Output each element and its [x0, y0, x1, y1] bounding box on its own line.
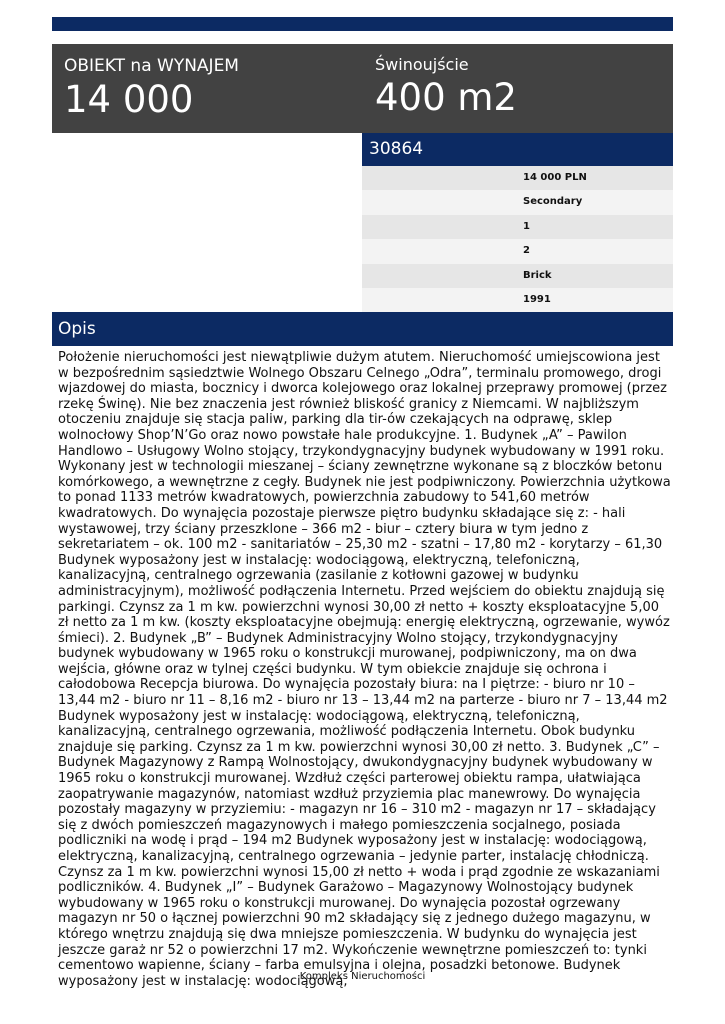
footer-text: Kompleks Nieruchomości [299, 971, 426, 982]
description-text: Położenie nieruchomości jest niewątpliwie dużym atutem. Nieruchomość umiejscowiona jest w bezpośrednim sąsiedztwie Wolnego Obszaru Celnego „Odra”, terminalu promowego, drogi wjazdowej do miasta, bocznicy i dworca kolejowego oraz lokalnej przeprawy promowej (przez rzekę Świnę). Nie bez znaczenia jest również bliskość granicy z Niemcami. W najbliższym otoczeniu znajduje się stacja paliw, parking dla tir-ów czekających na odprawę, sklep wolnocłowy Shop’N’Go oraz nowo powstałe hale produkcyjne. 1. Budynek „A” – Pawilon Handlowo – Usługowy Wolno stojący, trzykondygnacyjny budynek wybudowany w 1991 roku. Wykonany jest w technologii mieszanej – ściany zewnętrzne wykonane są z bloczków betonu komórkowego, a wewnętrzne z cegły. Budynek nie jest podpiwniczony. Powierzchnia użytkowa to ponad 1133 metrów kwadratowych, powierzchnia zabudowy to 541,60 metrów kwadratowych. Do wynajęcia pozostaje pierwsze piętro budynku składające się z: - hali wystawowej, trzy ściany przeszklone – 366 m2 - biur – cztery biura w tym jedno z sekretariatem – ok. 100 m2 - sanitariatów – 25,30 m2 - szatni – 17,80 m2 - korytarzy – 61,30 Budynek wyposażony jest w instalację: wodociągową, elektryczną, telefoniczną, kanalizacyjną, centralnego ogrzewania (zasilanie z kotłowni gazowej w budynku administracyjnym), możliwość podłączenia Internetu. Przed wejściem do obiektu znajdują się parkingi. Czynsz za 1 m kw. powierzchni wynosi 30,00 zł netto + koszty eksploatacyjne 5,00 zł netto za 1 m kw. (koszty eksploatacyjne obejmują: energię elektryczną, ogrzewanie, wywóz śmieci). 2. Budynek „B” – Budynek Administracyjny Wolno stojący, trzykondygnacyjny budynek wybudowany w 1965 roku o konstrukcji murowanej, podpiwniczony, ma on dwa wejścia, główne oraz w tylnej części budynku. W tym obiekcie znajduje się ochrona i całodobowa Recepcja biurowa. Do wynajęcia pozostały biura: na I piętrze: - biuro nr 10 – 13,44 m2 - biuro nr 11 – 8,16 m2 - biuro nr 13 – 13,44 m2 na parterze - biuro nr 7 – 13,44 m2 Budynek wyposażony jest w instalację: wodociągową, elektryczną, telefoniczną, kanalizacyjną, centralnego ogrzewania, możliwość podłączenia Internetu. Obok budynku znajduje się parking. Czynsz za 1 m kw. powierzchni wynosi 30,00 zł netto. 3. Budynek „C” – Budynek Magazynowy z Rampą Wolnostojący, dwukondygnacyjny budynek wybudowany w 1965 roku o konstrukcji murowanej. Wzdłuż części parterowej obiektu rampa, ułatwiająca zaopatrywanie magazynów, natomiast wzdłuż przyziemia plac manewrowy. Do wynajęcia pozostały magazyny w przyziemiu: - magazyn nr 16 – 310 m2 - magazyn nr 17 – składający się z dwóch pomieszczeń magazynowych i małego pomieszczenia socjalnego, posiada podliczniki na wodę i prąd – 194 m2 Budynek wyposażony jest w instalację: wodociągową, elektryczną, kanalizacyjną, centralnego ogrzewania – jedynie parter, instalację chłodniczą. Czynsz za 1 m kw. powierzchni wynosi 15,00 zł netto + woda i prąd zgodnie ze wskazaniami podliczników. 4. Budynek „I” – Budynek Garażowo – Magazynowy Wolnostojący budynek wybudowany w 1965 roku o konstrukcji murowanej. Do wynajęcia pozostał ogrzewany magazyn nr 50 o łącznej powierzchni 90 m2 składający się z jednego dużego magazynu, w którego wnętrzu znajdują się dwa mniejsze pomieszczenia. W budynku do wynajęcia jest jeszcze garaż nr 52 o powierzchni 17 m2. Wykończenie wewnętrzne pomieszczeń to: tynki cementowo wapienne, ściany – farba emulsyjna i olejna, posadzki betonowe. Budynek wyposażony jest w instalację: wodociągową, [58, 350, 671, 989]
details-row-material [362, 264, 673, 288]
detail-value: 1991 [523, 293, 551, 305]
detail-value: Secondary [523, 196, 583, 208]
section-title: Opis [58, 319, 96, 339]
detail-value: Brick [523, 269, 552, 281]
header-accent-bar [52, 17, 673, 31]
listing-id-bar [362, 133, 673, 166]
details-row [362, 215, 673, 239]
city-name: Świnoujście [375, 55, 469, 74]
location-block [375, 55, 517, 120]
detail-value: 1 [523, 220, 530, 232]
details-row-price [362, 166, 673, 190]
details-table [362, 166, 673, 312]
listing-summary [52, 44, 673, 133]
listing-id: 30864 [369, 139, 424, 159]
details-row-year [362, 288, 673, 312]
details-row-market [362, 190, 673, 214]
details-row [362, 239, 673, 263]
description-header [52, 312, 673, 346]
area-value: 400 m2 [375, 76, 517, 119]
detail-value: 2 [523, 245, 530, 257]
detail-value: 14 000 PLN [523, 172, 587, 183]
price-block [64, 56, 239, 122]
offer-type: OBIEKT na WYNAJEM [64, 56, 239, 76]
price-value: 14 000 [64, 78, 194, 121]
